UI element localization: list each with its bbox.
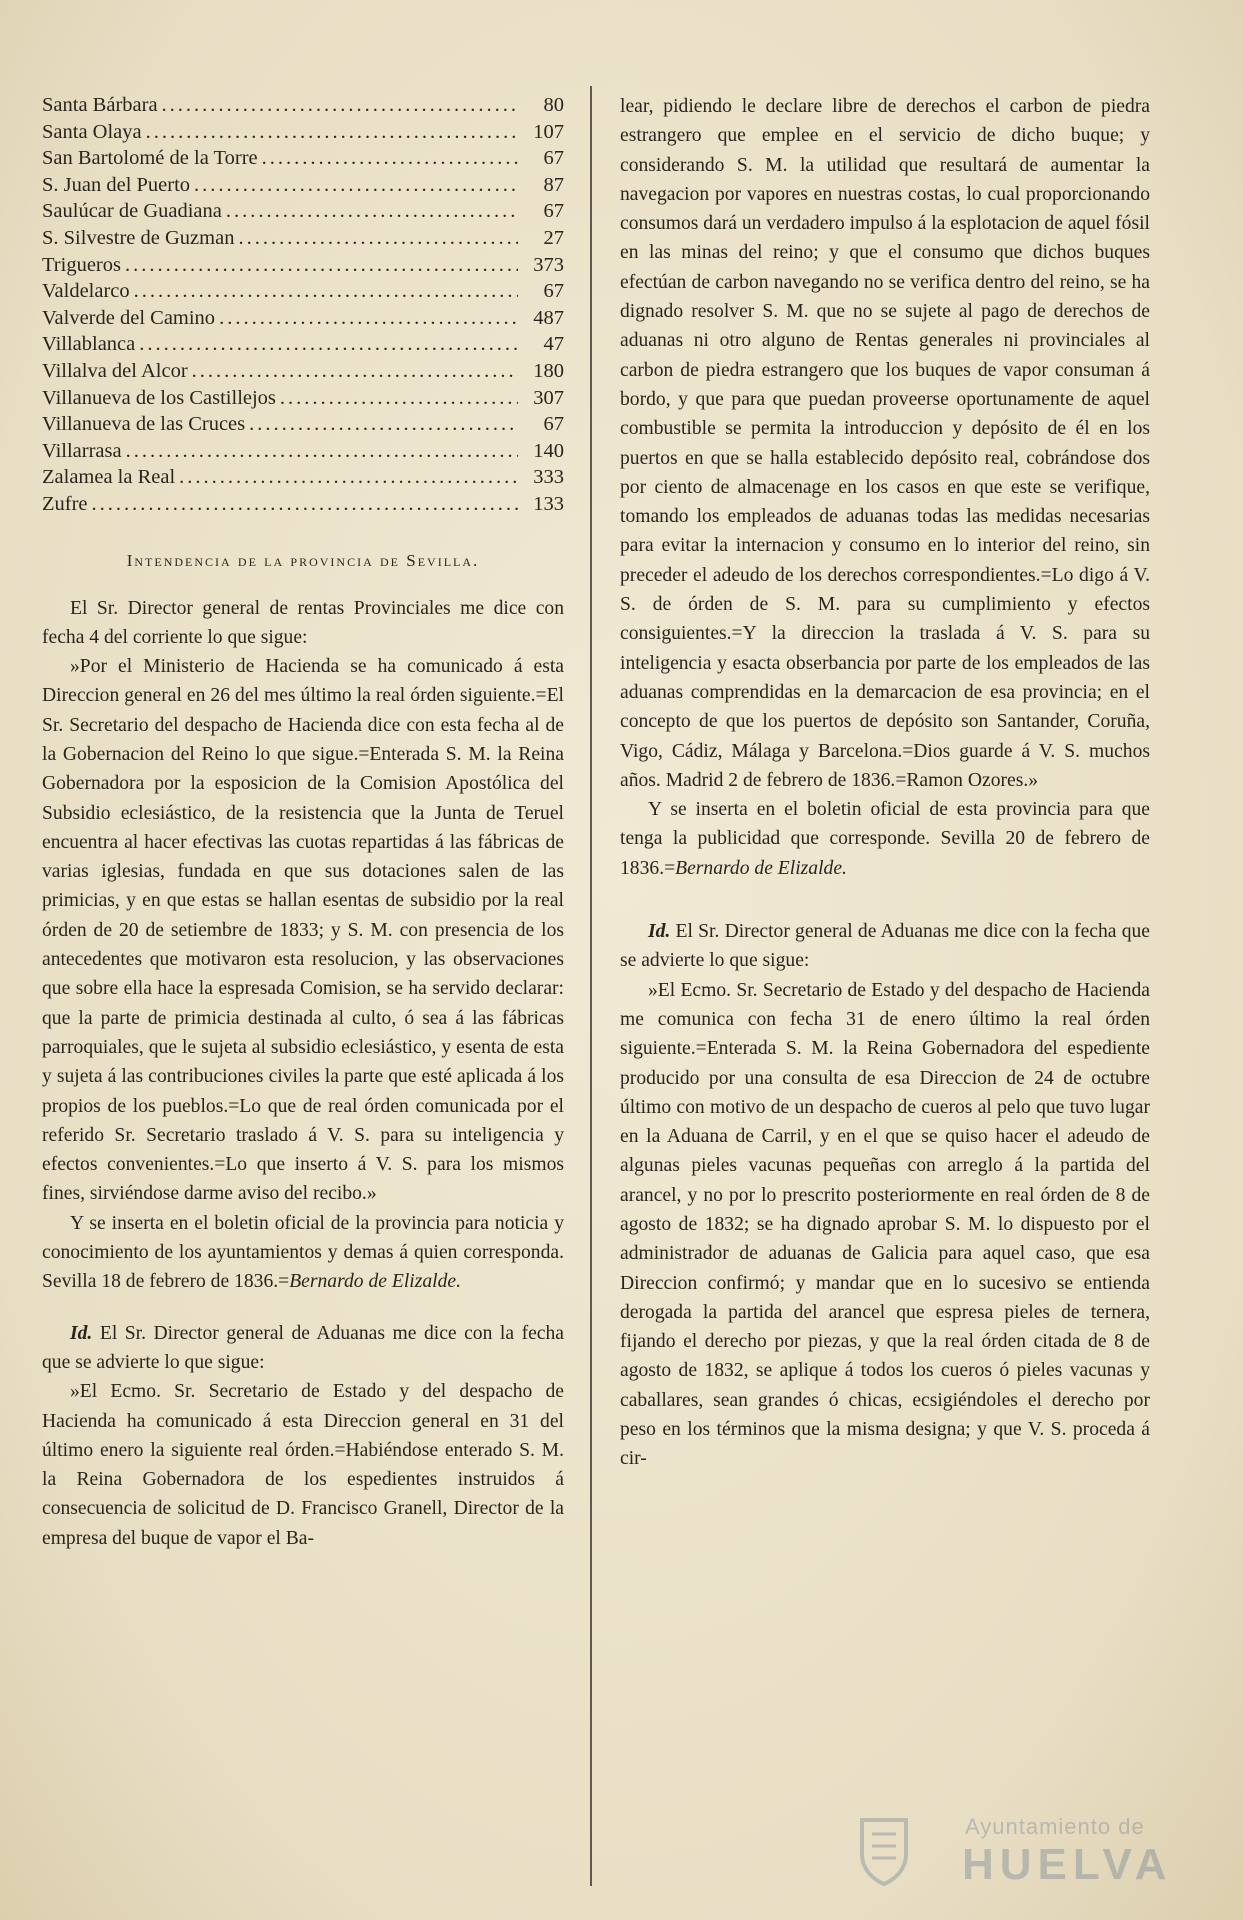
leader-dots xyxy=(280,385,518,412)
town-row xyxy=(42,491,564,518)
town-value: 333 xyxy=(533,466,564,489)
town-value: 133 xyxy=(533,492,564,515)
town-row xyxy=(42,464,564,491)
town-row xyxy=(42,331,564,358)
town-value: 67 xyxy=(543,200,564,223)
leader-dots xyxy=(194,172,518,199)
town-name: San Bartolomé de la Torre xyxy=(42,147,258,170)
town-row xyxy=(42,358,564,385)
paragraph-text: Y se inserta en el boletin oficial de la provincia para noticia y conocimiento de los ayuntamientos y demas á quien corresponda. Sevilla 18 de febrero de 1836.= xyxy=(42,1212,564,1293)
paragraph: El Sr. Director general de rentas Provinciales me dice con fecha 4 del corriente lo que sigue: xyxy=(42,597,564,648)
town-name: Santa Olaya xyxy=(42,120,142,143)
left-column xyxy=(42,92,564,1553)
leader-dots xyxy=(134,278,518,305)
town-name: Villanueva de las Cruces xyxy=(42,413,246,436)
leader-dots xyxy=(139,331,518,358)
leader-dots xyxy=(238,225,518,252)
paragraph xyxy=(42,1209,564,1297)
archive-watermark xyxy=(850,1810,1180,1900)
town-row xyxy=(42,172,564,199)
paragraph: lear, pidiendo le declare libre de derechos el carbon de piedra estrangero que emplee en el servicio de dicho buque; y considerando S. M. la utilidad que resultará de aumentar la navegacion por vapores en nuestras costas, lo cual proporcionando consumos dará un verdadero impulso á la esplotacion de aquel fósil en las minas del reino; y que el consumo que dichos buques efectúan de carbon navegando no se verifica dentro del reino, se ha dignado resolver S. M. que no se sujete al pago de derechos de aduanas ni otro alguno de Rentas generales ni provinciales al carbon de piedra estrangero que los buques de vapor consuman á bordo, y que para que puedan proveerse oportunamente de aquel combustible se permita la introduccion y depósito de él en los puertos en que se halla establecido depósito real, cobrándose dos por ciento de almacenage en los casos en que este se verifique, tomando los empleados de aduanas todas las medidas necesarias para evitar la internacion y consumo en lo interior del reino, sin preceder el adeudo de los derechos correspondientes.=Lo digo á V. S. de órden de S. M. para su cumplimiento y efectos consiguientes.=Y la direccion la traslada á V. S. para su inteligencia y esacta obserbancia por parte de los empleados de las aduanas comprendidas en la demarcacion de esa provincia; en el concepto de que los puertos de depósito son Santander, Coruña, Vigo, Cádiz, Málaga y Barcelona.=Dios guarde á V. S. muchos años. Madrid 2 de febrero de 1836.=Ramon Ozores.» xyxy=(620,96,1150,791)
id-label: Id. xyxy=(648,921,671,943)
town-row xyxy=(42,119,564,146)
town-name: Valdelarco xyxy=(42,280,130,303)
section-heading: Intendencia de la provincia de Sevilla. xyxy=(126,550,480,570)
town-name: Santa Bárbara xyxy=(42,94,158,116)
town-row xyxy=(42,278,564,305)
town-name: Villanueva de los Castillejos xyxy=(42,386,276,409)
town-row xyxy=(42,305,564,332)
leader-dots xyxy=(179,464,518,491)
watermark-bottom: HUELVA xyxy=(962,1840,1173,1889)
id-label: Id. xyxy=(70,1322,93,1344)
town-value: 80 xyxy=(543,94,564,116)
town-name: Zalamea la Real xyxy=(42,466,176,489)
signature: Bernardo de Elizalde. xyxy=(675,857,847,879)
leader-dots xyxy=(249,411,518,438)
leader-dots xyxy=(219,305,518,332)
right-column xyxy=(620,92,1150,1474)
town-row xyxy=(42,385,564,412)
paragraph: »El Ecmo. Sr. Secretario de Estado y del despacho de Hacienda ha comunicado á esta Direccion general en 31 del último enero la siguiente real órden.=Habiéndose enterado S. M. la Reina Gobernadora de los espedientes instruidos á consecuencia de solicitud de D. Francisco Granell, Director de la empresa del buque de vapor el Ba- xyxy=(42,1381,564,1549)
paragraph xyxy=(42,1319,564,1378)
paragraph: »El Ecmo. Sr. Secretario de Estado y del despacho de Hacienda me comunica con fecha 31 de enero último la real órden siguiente.=Enterada S. M. la Reina Gobernadora del espediente producido por una consulta de esa Direccion de 24 de octubre último con motivo de un despacho de cueros al pelo que tuvo lugar en la Aduana de Carril, y en el que se quiso hacer el adeudo de algunas pieles vacunas pequeñas con arreglo á la partida del arancel, y no por lo prescrito posteriormente en real órden de 8 de agosto de 1832; se ha dignado aprobar S. M. lo dispuesto por el administrador de aduanas de Galicia para aquel caso, que esa Direccion confirmó; y mandar que en lo sucesivo se entienda derogada la partida del arancel que espresa pieles de ternera, fijando el derecho por piezas, y que la real órden citada de 8 de agosto de 1832, se aplique á todos los cueros ó pieles vacunas y caballares, sean grandes ó chicas, ecsigiéndoles el derecho por peso en los términos que la misma designa; y que V. S. proceda á cir- xyxy=(620,979,1150,1470)
leader-dots xyxy=(226,198,518,225)
town-name: Zufre xyxy=(42,492,88,515)
town-value: 180 xyxy=(533,359,564,382)
town-name: Villalva del Alcor xyxy=(42,359,188,382)
leader-dots xyxy=(162,92,518,119)
town-row xyxy=(42,252,564,279)
town-value: 373 xyxy=(533,253,564,276)
paragraph xyxy=(620,795,1150,883)
leader-dots xyxy=(126,438,518,465)
paragraph xyxy=(620,917,1150,976)
town-name: Valverde del Camino xyxy=(42,306,216,329)
watermark-top: Ayuntamiento de xyxy=(965,1814,1145,1839)
town-name: S. Juan del Puerto xyxy=(42,173,191,196)
town-row xyxy=(42,92,564,119)
town-value: 487 xyxy=(533,306,564,329)
town-row xyxy=(42,198,564,225)
town-value: 87 xyxy=(543,173,564,196)
leader-dots xyxy=(262,145,518,172)
town-name: S. Silvestre de Guzman xyxy=(42,226,235,249)
column-rule xyxy=(590,86,592,1886)
town-name: Villarrasa xyxy=(42,439,122,462)
town-name: Saulúcar de Guadiana xyxy=(42,200,222,223)
town-value: 67 xyxy=(543,413,564,436)
paragraph-text: El Sr. Director general de Aduanas me dice con la fecha que se advierte lo que sigue: xyxy=(620,921,1150,972)
town-row xyxy=(42,438,564,465)
paragraph: »Por el Ministerio de Hacienda se ha comunicado á esta Direccion general en 26 del mes último la real órden siguiente.=El Sr. Secretario del despacho de Hacienda dice con esta fecha al de la Gobernacion del Reino lo que sigue.=Enterada S. M. la Reina Gobernadora por la esposicion de la Comision Apostólica del Subsidio eclesiástico, de la resistencia que la Junta de Teruel encuentra al hacer efectivas las cuotas repartidas á las fábricas de varias iglesias, fundada en que sus dotaciones salen de las primicias, y en que estas se hallan esentas de subsidio por la real órden de 20 de setiembre de 1833; y S. M. con presencia de los antecedentes que motivaron esta resolucion, y las observaciones que sobre ella hace la espresada Comision, se ha servido declarar: que la parte de primicia destinada al culto, ó sea á las fábricas parroquiales, que le sujeta al subsidio eclesiástico, y esenta de esta y sujeta á las contribuciones civiles la parte que esté aplicada á los propios de los pueblos.=Lo que de real órden comunicada por el referido Sr. Secretario traslado á V. S. para su inteligencia y efectos convenientes.=Lo que inserto á V. S. para los mismos fines, sirviéndose darme aviso del recibo.» xyxy=(42,656,564,1205)
paragraph-text: Y se inserta en el boletin oficial de esta provincia para que tenga la publicidad que corresponde. Sevilla 20 de febrero de 1836.= xyxy=(620,799,1150,879)
town-row xyxy=(42,145,564,172)
leader-dots xyxy=(192,358,518,385)
town-value: 27 xyxy=(543,226,564,249)
town-row xyxy=(42,225,564,252)
paragraph-text: El Sr. Director general de Aduanas me dice con la fecha que se advierte lo que sigue: xyxy=(42,1322,564,1373)
town-value: 307 xyxy=(533,386,564,409)
town-name: Villablanca xyxy=(42,333,136,356)
leader-dots xyxy=(125,252,518,279)
town-value: 107 xyxy=(533,120,564,143)
shield-icon xyxy=(858,1814,910,1886)
town-row xyxy=(42,411,564,438)
town-value: 140 xyxy=(533,439,564,462)
town-list xyxy=(42,92,564,518)
town-name: Trigueros xyxy=(42,253,121,276)
leader-dots xyxy=(92,491,518,518)
signature: Bernardo de Elizalde. xyxy=(289,1271,461,1293)
town-value: 67 xyxy=(543,280,564,303)
town-value: 47 xyxy=(543,333,564,356)
town-value: 67 xyxy=(543,147,564,170)
leader-dots xyxy=(146,119,518,146)
